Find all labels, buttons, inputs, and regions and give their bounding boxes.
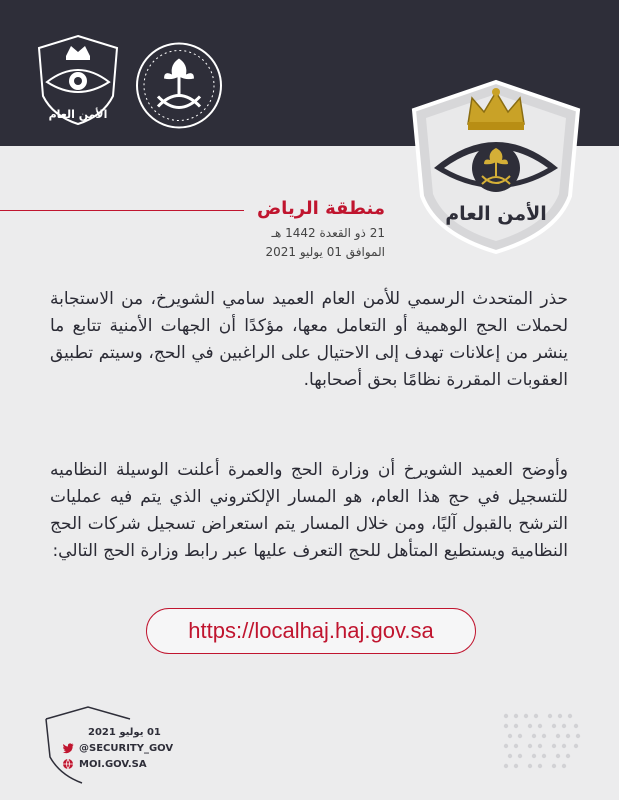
globe-icon [62,758,74,770]
gregorian-date: الموافق 01 يوليو 2021 [265,245,385,259]
website-url: MOI.GOV.SA [79,758,147,770]
hijri-date: 21 ذو القعدة 1442 هـ [271,226,385,240]
twitter-row[interactable] [62,741,173,755]
paragraph-details: وأوضح العميد الشويرخ أن وزارة الحج والعمرة أعلنت الوسيلة النظاميه للتسجيل في حج هذا العام، هو المسار الإلكتروني الذي يتم فيه عمليات الترشح بالقبول آليًا، ومن خلال المسار يتم استعراض تسجيل شركات الحج النظامية ويستطيع المتأهل للحج التعرف عليها عبر رابط وزارة الحج التالي: [50,460,568,561]
twitter-icon [62,742,74,754]
region-title: منطقة الرياض [256,198,385,219]
footer-date: 01 يوليو 2021 [88,727,161,738]
twitter-handle: @SECURITY_GOV [79,742,174,754]
svg-text:الأمن العام: الأمن العام [48,108,108,121]
haj-url-text: https://localhaj.haj.gov.sa [188,618,434,643]
decorative-dots [500,710,582,774]
paragraph-warning: حذر المتحدث الرسمي للأمن العام العميد سامي الشويرخ، من الاستجابة لحملات الحج الوهمية أو التعامل معها، مؤكدًا أن الجهات الأمنية تتابع ما ينشر من إعلانات تهدف إلى الاحتيال على الراغبين في الحج، وسيتم تطبيق العقوبات المقررة نظامًا بحق أصحابها. [50,289,568,390]
region-divider [0,210,244,211]
saudi-emblem-logo [134,38,224,133]
website-row[interactable] [62,757,147,771]
haj-url-link[interactable] [146,608,476,654]
public-security-logo [33,32,123,127]
svg-text:الأمن العام: الأمن العام [445,203,547,225]
public-security-badge [406,76,586,256]
